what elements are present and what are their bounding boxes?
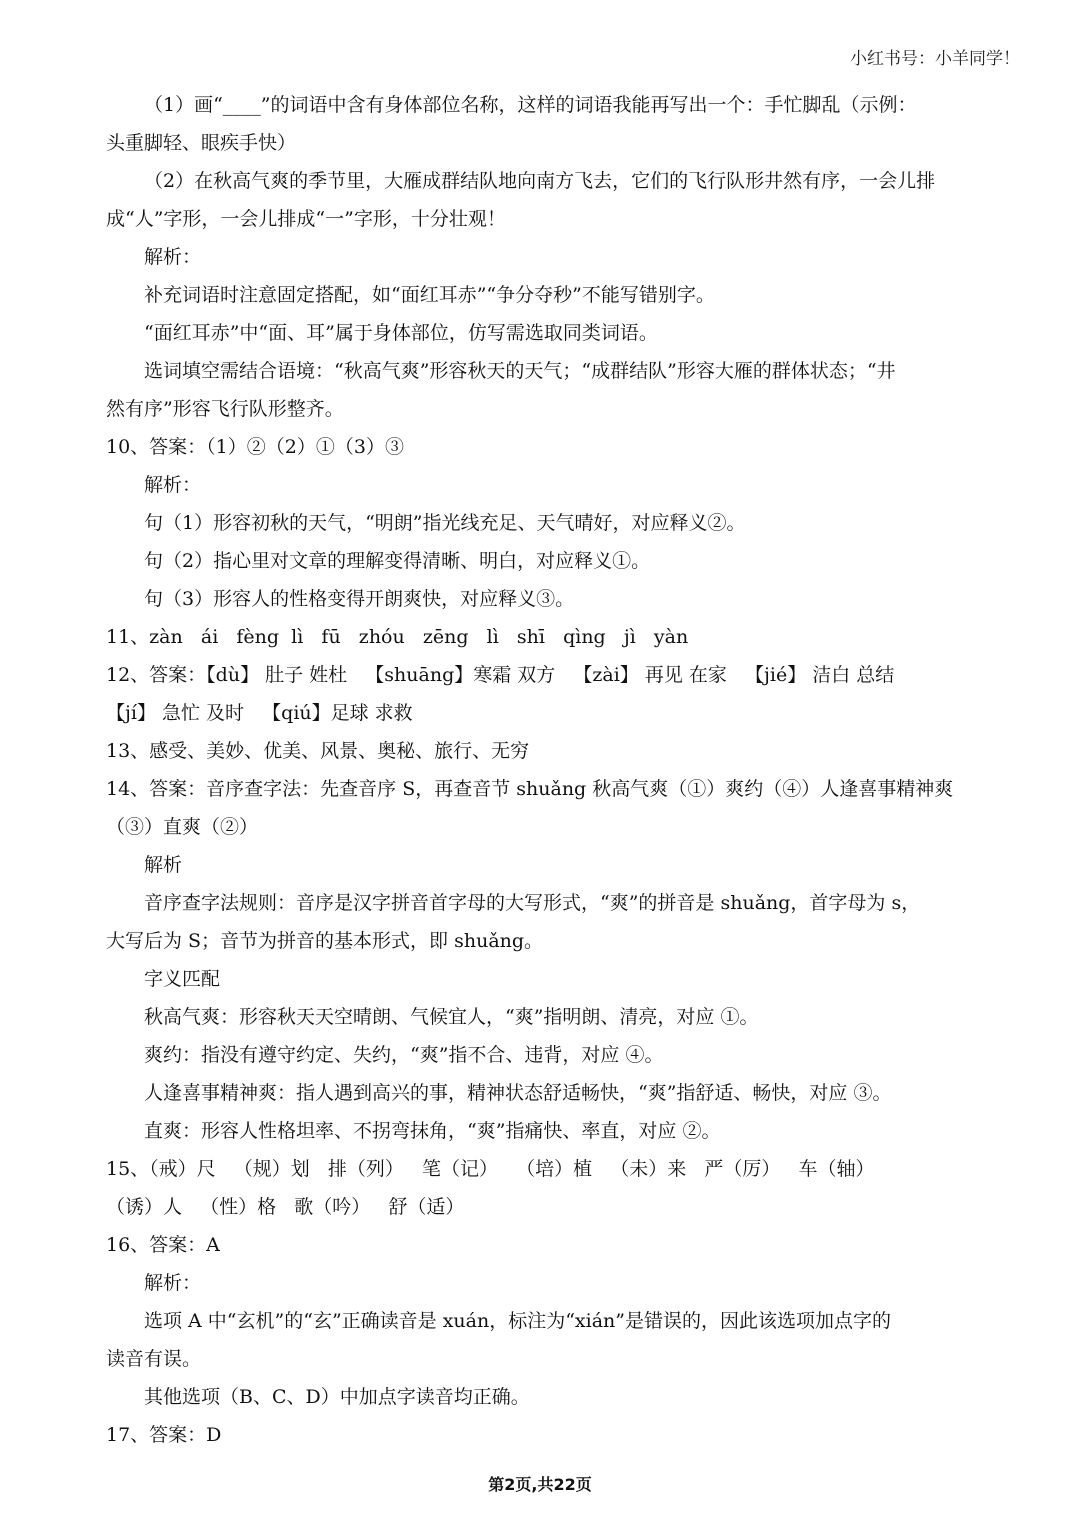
text-line: 爽约：指没有遵守约定、失约，“爽”指不合、违背，对应 ④。: [144, 1044, 664, 1066]
text-line: 10、答案：（1）②（2）①（3）③: [106, 436, 404, 458]
text-line: 秋高气爽：形容秋天天空晴朗、气候宜人，“爽”指明朗、清亮，对应 ①。: [144, 1006, 759, 1028]
text-line: 【jí】 急忙 及时 【qiú】足球 求救: [106, 702, 413, 724]
header-watermark: 小红书号：小羊同学！: [850, 49, 1020, 69]
text-line: （③）直爽（②）: [106, 816, 259, 838]
text-line: 直爽：形容人性格坦率、不拐弯抹角，“爽”指痛快、率直，对应 ②。: [144, 1120, 721, 1142]
text-line: 然有序”形容飞行队形整齐。: [106, 398, 344, 420]
text-line: 句（3）形容人的性格变得开朗爽快，对应释义③。: [144, 588, 575, 610]
text-line: 解析：: [144, 1272, 202, 1294]
text-line: 14、答案：音序查字法：先查音序 S，再查音节 shuǎng 秋高气爽（①）爽约（④）人逢喜事精神爽: [106, 778, 954, 800]
text-line: 人逢喜事精神爽：指人遇到高兴的事，精神状态舒适畅快，“爽”指舒适、畅快，对应 ③。: [144, 1082, 892, 1104]
text-line: 大写后为 S；音节为拼音的基本形式，即 shuǎng。: [106, 930, 544, 952]
text-line: 17、答案：D: [106, 1424, 222, 1446]
text-line: 16、答案：A: [106, 1234, 220, 1256]
text-line: 读音有误。: [106, 1348, 202, 1370]
page-number: 第2页,共22页: [488, 1475, 592, 1494]
text-line: 解析: [144, 854, 183, 876]
text-line: 解析：: [144, 246, 202, 268]
text-line: 13、感受、美妙、优美、风景、奥秘、旅行、无穷: [106, 740, 530, 762]
text-line: 15、（戒）尺 （规）划 排（列） 笔（记） （培）植 （未）来 严（厉） 车（轴）: [106, 1158, 875, 1180]
document-body: [106, 86, 978, 1454]
text-line: 选项 A 中“玄机”的“玄”正确读音是 xuán，标注为“xián”是错误的，因此该选项加点字的: [144, 1310, 891, 1332]
text-line: （诱）人 （性）格 歌（吟） 舒（适）: [106, 1196, 465, 1218]
text-line: “面红耳赤”中“面、耳”属于身体部位，仿写需选取同类词语。: [144, 322, 658, 344]
text-line: 其他选项（B、C、D）中加点字读音均正确。: [144, 1386, 530, 1408]
text-line: 11、zàn ái fèng lì fū zhóu zēng lì shī qìng jì yàn: [106, 626, 689, 648]
text-line: 补充词语时注意固定搭配，如“面红耳赤”“争分夺秒”不能写错别字。: [144, 284, 715, 306]
text-line: 12、答案：【dù】 肚子 姓杜 【shuāng】寒霜 双方 【zài】 再见 在家 【jié】 洁白 总结: [106, 664, 895, 686]
text-line: 头重脚轻、眼疾手快）: [106, 132, 297, 154]
text-line: 选词填空需结合语境：“秋高气爽”形容秋天的天气；“成群结队”形容大雁的群体状态；“井: [144, 360, 896, 382]
text-line: 字义匹配: [144, 968, 221, 990]
text-line: （2）在秋高气爽的季节里，大雁成群结队地向南方飞去，它们的飞行队形井然有序，一会儿排: [144, 170, 936, 192]
text-line: （1）画“____”的词语中含有身体部位名称，这样的词语我能再写出一个：手忙脚乱（示例：: [144, 94, 917, 116]
text-line: 成“人”字形，一会儿排成“一”字形，十分壮观！: [106, 208, 506, 230]
text-line: 音序查字法规则：音序是汉字拼音首字母的大写形式，“爽”的拼音是 shuǎng，首字母为 s，: [144, 892, 921, 914]
text-line: 句（2）指心里对文章的理解变得清晰、明白，对应释义①。: [144, 550, 651, 572]
text-line: 解析：: [144, 474, 202, 496]
text-line: 句（1）形容初秋的天气，“明朗”指光线充足、天气晴好，对应释义②。: [144, 512, 746, 534]
